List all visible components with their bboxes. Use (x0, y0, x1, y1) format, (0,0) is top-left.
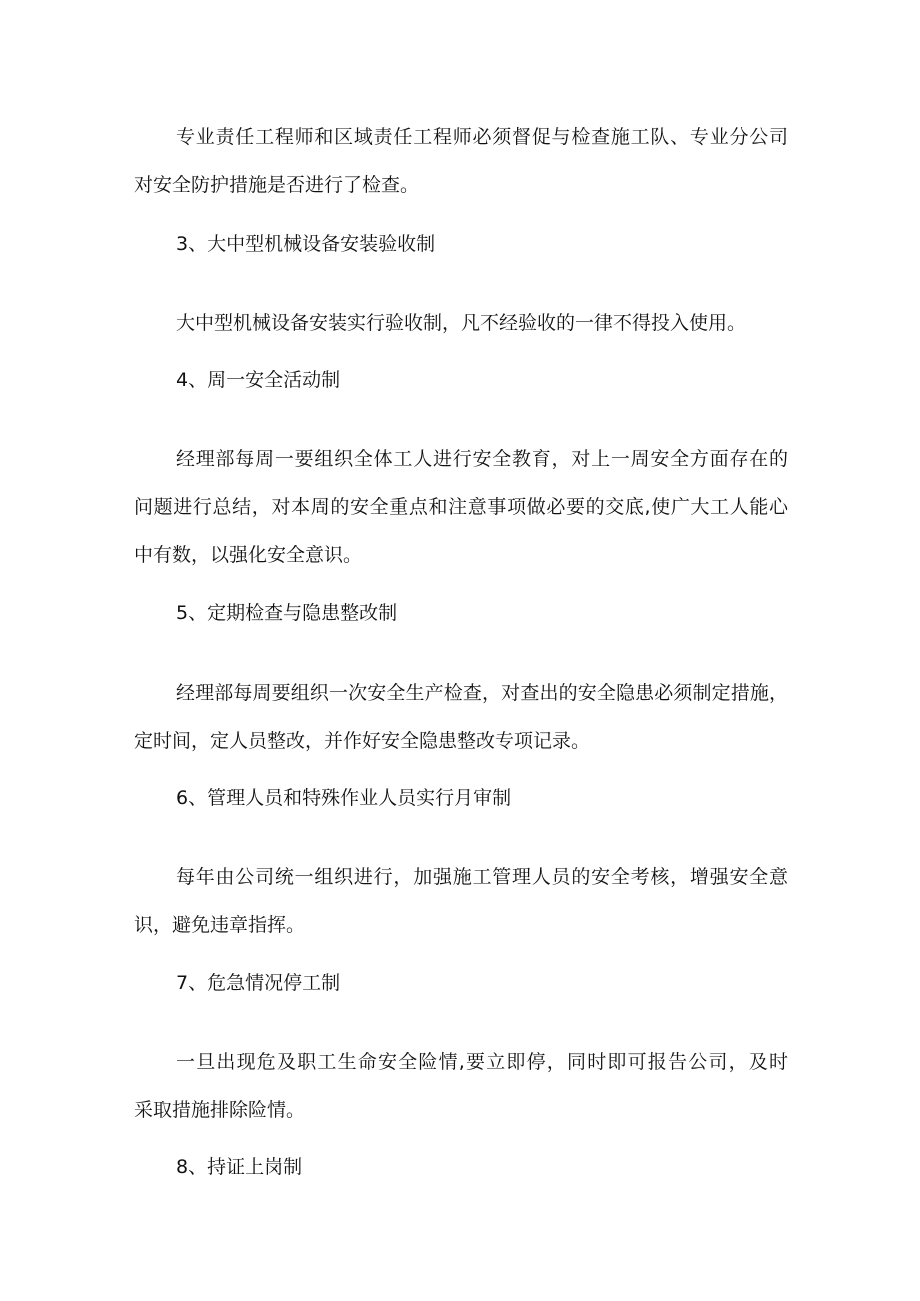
paragraph-line: 识，避免违章指挥。 (134, 914, 306, 936)
section-heading-3: 3、大中型机械设备安装验收制 (176, 233, 436, 255)
paragraph-line: 中有数，以强化安全意识。 (134, 544, 363, 566)
section-heading-5: 5、定期检查与隐患整改制 (176, 602, 398, 624)
section-heading-6: 6、管理人员和特殊作业人员实行月审制 (176, 787, 512, 809)
paragraph-line: 大中型机械设备安装实行验收制，凡不经验收的一律不得投入使用。 (176, 312, 747, 334)
paragraph-line: 经理部每周要组织一次安全生产检查，对查出的安全隐患必须制定措施， (176, 682, 788, 704)
paragraph-line: 定时间，定人员整改，并作好安全隐患整改专项记录。 (134, 730, 591, 752)
paragraph-line: 经理部每周一要组织全体工人进行安全教育，对上一周安全方面存在的 (176, 448, 788, 470)
section-heading-7: 7、危急情况停工制 (176, 972, 341, 994)
paragraph-line: 每年由公司统一组织进行，加强施工管理人员的安全考核，增强安全意 (176, 866, 788, 888)
section-heading-8: 8、持证上岗制 (176, 1156, 303, 1178)
paragraph-line: 专业责任工程师和区域责任工程师必须督促与检查施工队、专业分公司 (176, 126, 788, 148)
paragraph-line: 对安全防护措施是否进行了检查。 (134, 174, 420, 196)
paragraph-line: 采取措施排除险情。 (134, 1099, 306, 1121)
paragraph-line: 问题进行总结，对本周的安全重点和注意事项做必要的交底,使广大工人能心 (134, 496, 788, 518)
section-heading-4: 4、周一安全活动制 (176, 369, 341, 391)
paragraph-line: 一旦出现危及职工生命安全险情,要立即停，同时即可报告公司，及时 (176, 1051, 788, 1073)
